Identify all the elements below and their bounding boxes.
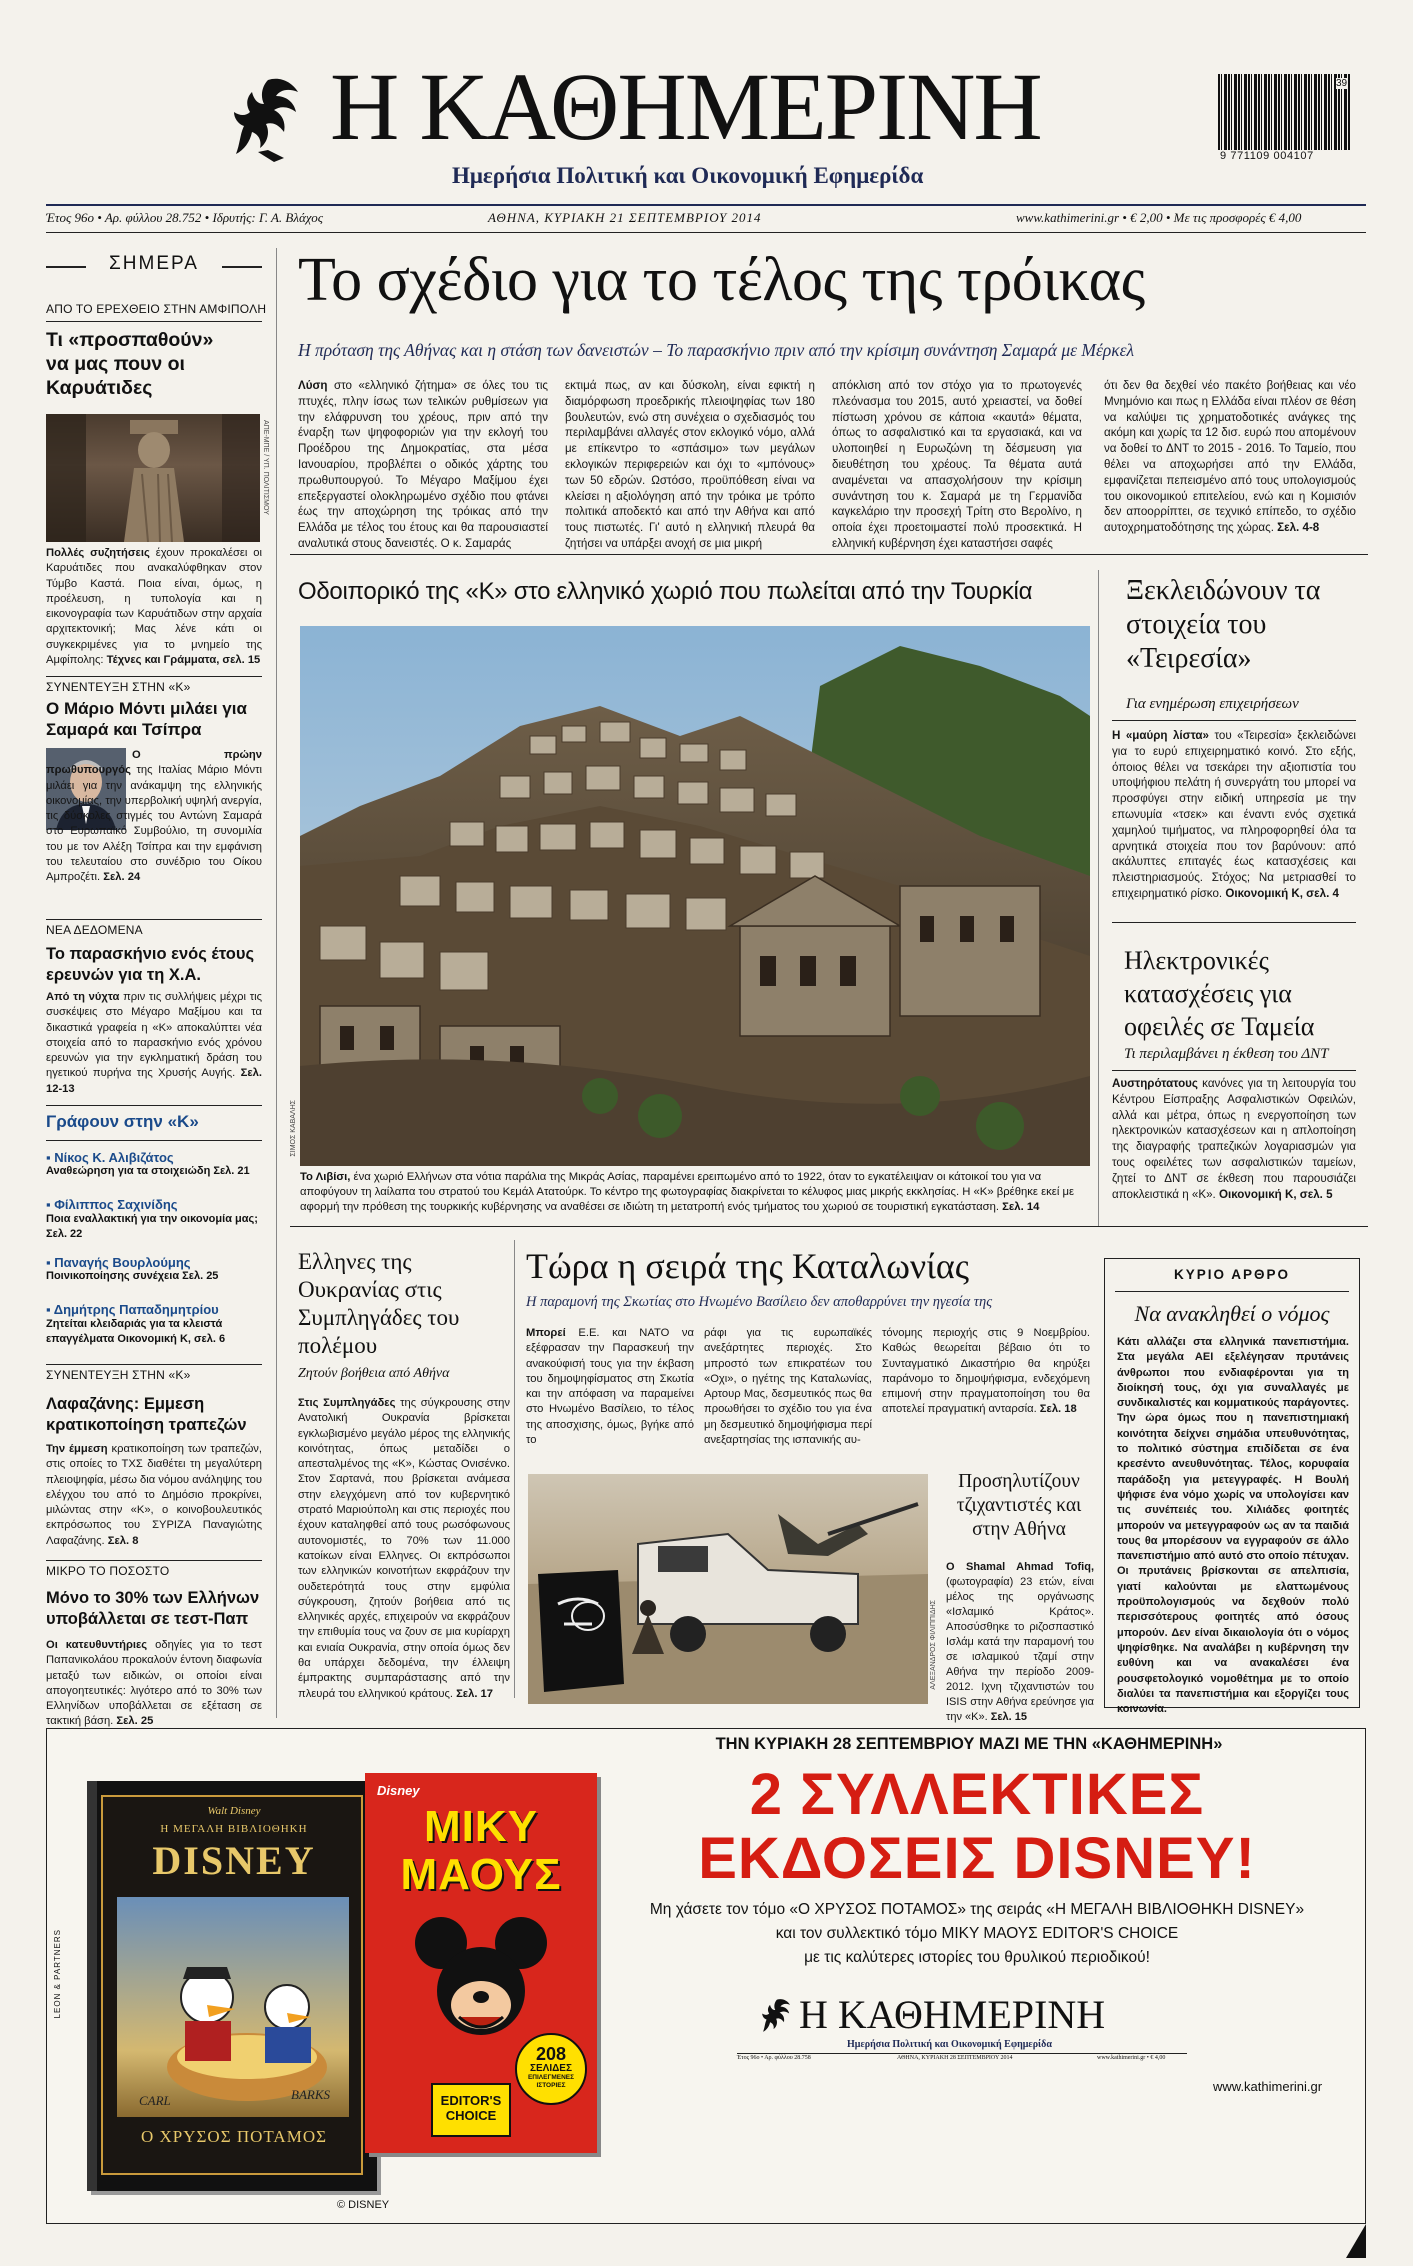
mini-subtitle: Ημερήσια Πολιτική και Οικονομική Εφημερίδα: [847, 2039, 1052, 2050]
photo-credit: ΣΙΜΟΣ ΚΑΒΑΛΗΣ: [290, 1100, 297, 1157]
book-mickey-mouse: [365, 1773, 597, 2153]
sidebar-headline[interactable]: Λαφαζάνης: Εμμεση κρατικοποίηση τραπεζών: [46, 1395, 247, 1434]
copyright: © DISNEY: [337, 2199, 390, 2211]
duck-illustration-icon: [117, 1897, 349, 2117]
editorial-body: Κάτι αλλάζει στα ελληνικά πανεπιστήμια. Στα μεγάλα ΑΕΙ εξελέγησαν πρυτάνεις άνθρωποι που ενδιαφέρονται για τη διοίκησή τους, όχι για συναλλαγές με συνδικαλιστές και κομματικούς παράγοντες. Την ώρα όμως που η πανεπιστημιακή κοινότητα δείχνει σημάδια υπευθυνότητας, το πολιτικό σύστημα επιδίδεται σε ένα κρεσέντο ανευθυνότητας. Τέλος, κορυφαία παράδοξη για μετεγγραφές. Η Βουλή ψήφισε ένα νόμο χωρίς να υπολογίσει καν τις συνέπειές του. Χιλιάδες φοιτητές μπορούν να μετεγγραφούν ως αν τα παιδιά τους θα μπορέσουν να εγγραφούν σε άλλο πανεπιστήμιο από αυτό στο οποίο πέτυχαν. Οι πρυτάνεις βρίσκονται σε απελπισία, γιατί καλούνται με ελαττωμένους προϋπολογισμούς να δεχθούν πολύ περισσότερους φοιτητές από όσους μπορούν. Δεν είναι δικαιολογία ότι ο νόμος ψηφίσθηκε. Να αναλάβει η κυβέρνηση την ευθύνη και να ανακαλέσει ένα ρουσφετολογικό νομοθέτημα με το οποίο διαλύει τα πανεπιστήμια και εξοργίζει τους κοινωνία.: [1117, 1336, 1349, 1716]
lead-headline[interactable]: Το σχέδιο για το τέλος της τρόικας: [298, 246, 1145, 314]
ukraine-body: Στις Συμπληγάδες της σύγκρουσης στην Ανατολική Ουκρανία βρίσκεται εγκλωβισμένο μεγάλο μέρος της ελληνικής κοινότητας, όπως μεταδίδει ο απεσταλμένος της «Κ», Κώστας Ονισένκο. Στον Σαρτανά, που βρίσκεται ανάμεσα στην ελεγχόμενη από τον κυβερνητικό στρατό Μαριούπολη και στις περιοχές που έχουν καταληφθεί από τους ρωσόφωνους αυτονομιστές, το 70% των 11.000 κατοίκων είναι Ελληνες. Οι εκπρόσωποι των ελληνικών κοινοτήτων εκφράζουν την ουδετερότητά τους στην εμφύλια σύγκρουση, ζητούν βοήθεια από τις ελληνικές αρχές, επιχειρούν να εκφράζουν την επιθυμία τους να ζουν σε μια κυρίαρχη και ενιαία Ουκρανία, στην οποία όμως δεν θα υπάρχει δεδομένα, την έλλειψη έμπρακτης συμπαράστασης από την πλευρά του ελληνικού κράτους. Σελ. 17: [298, 1397, 511, 1700]
tiresias-subhead: Για ενημέρωση επιχειρήσεων: [1126, 696, 1299, 712]
sidebar-headline[interactable]: Τι «προσπαθούν» να μας πουν οι Καρυάτιδες: [46, 329, 214, 399]
book1-sig2: BARKS: [291, 2087, 330, 2102]
sidebar-story: Ο πρώην πρωθυπουργός της Ιταλίας Μάριο Μόντι μιλάει για την ανάκαμψη της ελληνικής οικονομίας, την υπερβολική υψηλή ανεργία, τις δύσκολες στιγμές του Αντώνη Σαμαρά στο Ευρωπαϊκό Συμβούλιο, τη συνομιλία του με τον Αλέξη Τσίπρα και την εμφάνιση του τελευταίου στο συνέδριο του Οίκου Αμπροζέτι. Σελ. 24: [46, 749, 262, 884]
badge-number: 208: [535, 2044, 567, 2064]
writer-item[interactable]: [46, 1255, 264, 1282]
writer-item[interactable]: [46, 1197, 264, 1242]
livisi-village-photo: [300, 626, 1090, 1166]
book-golden-river: [87, 1781, 377, 2191]
price-info: www.kathimerini.gr • € 2,00 • Με τις προσφορές € 4,00: [1016, 210, 1302, 225]
photo-story-headline[interactable]: Οδοιπορικό της «Κ» στο ελληνικό χωριό που πωλείται από την Τουρκία: [298, 578, 1033, 605]
ad-desc1: Μη χάσετε τον τόμο «Ο ΧΡΥΣΟΣ ΠΟΤΑΜΟΣ» της σειράς «Η ΜΕΓΑΛΗ ΒΙΒΛΙΟΘΗΚΗ DISNEY»: [649, 1901, 1305, 1918]
book1-series: Η ΜΕΓΑΛΗ ΒΙΒΛΙΟΘΗΚΗ: [160, 1823, 308, 1835]
pages-badge: [515, 2033, 587, 2105]
ad-desc3: με τις καλύτερες ιστορίες του θρυλικού περιοδικού!: [804, 1949, 1150, 1966]
editorial-label: ΚΥΡΙΟ ΑΡΘΡΟ: [1173, 1267, 1291, 1282]
writer-item[interactable]: [46, 1150, 264, 1177]
dateline: ΑΘΗΝΑ, ΚΥΡΙΑΚΗ 21 ΣΕΠΤΕΜΒΡΙΟΥ 2014: [488, 210, 762, 225]
sidebar-story: Την έμμεση κρατικοποίηση των τραπεζών, στις οποίες το ΤΧΣ διαθέτει τη μεγαλύτερη πλειοψηφία, μέσω δια νόμου ανάληψης του ελέγχου του από το Δημόσιο προκρίνει, μιλώντας στην «Κ», ο κοινοβουλευτικός εκπρόσωπος του ΣΥΡΙΖΑ Παναγιώτης Λαφαζάνης. Σελ. 8: [46, 1443, 263, 1547]
sidebar-story: Οι κατευθυντήριες οδηγίες για το τεστ Παπανικολάου προκαλούν έντονη διαφωνία μεταξύ των ειδικών, οι οποίοι είναι απογοητευτικές: λιγότερο από το 30% των Ελληνίδων υποβάλλεται σε εξέταση σε τακτική βάση. Σελ. 25: [46, 1639, 262, 1728]
newspaper-title: Η ΚΑΘΗΜΕΡΙΝΗ: [330, 53, 1041, 160]
lead-subhead: Η πρόταση της Αθήνας και η στάση των δανειστών – Το παρασκήνιο πριν από την κρίσιμη συνάντηση Σαμαρά με Μέρκελ: [298, 340, 1135, 360]
writer-column: Αναθεώρηση για τα στοιχειώδη Σελ. 21: [46, 1165, 250, 1177]
ukraine-headline[interactable]: Ελληνες της Ουκρανίας στις Συμπληγάδες του πολέμου: [298, 1249, 460, 1358]
lead-col-3: απόκλιση από τον στόχο για το πρωτογενές πλεόνασμα του 2015, αυτό χρειαστεί, να δοθεί πίστωση χρόνου σε κάποια «καυτά» θέματα, όπως το ασφαλιστικό και τα εργασιακά, και να υλοποιηθεί η Ευρωζώνη τη δέσμευση για διευθέτηση του χρέους. Τα θέματα αυτά αναμένεται να απασχολήσουν την κρίσιμη συνάντηση του κ. Σαμαρά με τη Γερμανίδα καγκελάριο την προσεχή Τρίτη στο Βερολίνο, η οποία έχει προετοιμαστεί πολύ προσεκτικά. Η ελληνική κυβέρνηση έχει καταστήσει σαφές: [832, 379, 1082, 550]
book1-sig1: CARL: [139, 2093, 171, 2108]
newspaper-subtitle: Ημερήσια Πολιτική και Οικονομική Εφημερίδα: [452, 163, 924, 188]
village-landscape-icon: [300, 626, 1090, 1166]
disney-ad[interactable]: [46, 1728, 1366, 2224]
barcode: [1218, 74, 1350, 150]
seizures-body: Αυστηρότατους κανόνες για τη λειτουργία του Κέντρου Είσπραξης Ασφαλιστικών Οφειλών, αλλά και μέτρα, όπως η ενεργοποίηση των ηλεκτρονικών κατασχέσεων και η απλοποίηση της διαγραφής τραπεζικών λογαριασμών για τους οφειλέτες των ασφαλιστικών ταμείων, ζητεί το ΔΝΤ σε έκθεση που παρουσιάζει αποκλειστικά η «Κ». Οικονομική Κ, σελ. 5: [1112, 1077, 1356, 1201]
catalonia-headline[interactable]: Τώρα η σειρά της Καταλωνίας: [526, 1246, 970, 1286]
seizures-subhead: Τι περιλαμβάνει η έκθεση του ΔΝΤ: [1124, 1046, 1329, 1062]
ad-url[interactable]: www.kathimerini.gr: [1213, 2079, 1323, 2094]
writer-name: ▪ Φίλιππος Σαχινίδης: [46, 1197, 178, 1212]
catalonia-col-1: Μπορεί Ε.Ε. και NATO να εξέφρασαν την Παρασκευή την ανακούφισή τους για την έκβαση του δημοψηφίσματος στη Σκωτία και την απόφαση να παραμείνει στο Ηνωμένο Βασίλειο, το τέλος της αποσχισης, όμως, βγήκε από το: [526, 1327, 694, 1447]
mini-info-left: Έτος 96ο • Αρ. φύλλου 28.758: [737, 2055, 811, 2061]
page-corner: [1346, 2224, 1366, 2258]
editors-label: EDITOR'S: [440, 2093, 502, 2108]
jihadists-body: Ο Shamal Ahmad Tofiq, (φωτογραφία) 23 ετών, είναι μέλος της οργάνωσης «Ισλαμικό Κράτος». Αποσύσθηκε το ριζοσπαστικό Ισλάμ κατά την παραμονή του σε ισλαμικού τζαμί στην Αθήνα την περίοδο 2009-2012. Ιχνη τζιχαντιστών του ISIS στην Αθήνα ερεύνησε για την «Κ». Σελ. 15: [946, 1561, 1094, 1723]
ad-top-line: ΤΗΝ ΚΥΡΙΑΚΗ 28 ΣΕΠΤΕΜΒΡΙΟΥ ΜΑΖΙ ΜΕ ΤΗΝ «ΚΑΘΗΜΕΡΙΝΗ»: [715, 1735, 1223, 1753]
editorial: [1104, 1258, 1360, 1716]
sidebar-header: ΣΗΜΕΡΑ: [109, 253, 199, 274]
mini-info-right: www.kathimerini.gr • € 4,00: [1097, 2055, 1166, 2061]
photo-credit: ΑΛΕΞΑΝΔΡΟΣ ΦΙΛΙΠΠΙΔΗΣ: [930, 1600, 937, 1690]
writer-column: Ζητείται κλειδαριάς για τα κλειστά επαγγέλματα Οικονομική Κ, σελ. 6: [46, 1318, 226, 1345]
sidebar-headline[interactable]: Μόνο το 30% των Ελλήνων υποβάλλεται σε τεστ-Παπ: [46, 1589, 260, 1628]
writer-column: Ποινικοποίησης συνέχεια Σελ. 25: [46, 1270, 219, 1282]
tiresias-body: Η «μαύρη λίστα» του «Τειρεσία» ξεκλειδώνει για το ευρύ επιχειρηματικό κοινό. Στο εξής, όποιος θέλει να τσεκάρει την αξιοπιστία του υποψήφιου πελάτη ή συνεργάτη του μπορεί να προσφύγει στην ειδική υπηρεσία με την επωνυμία «τσεκ» και έναντι ενός σχετικά χαμηλού τιμήματος, να πληροφορηθεί όλα τα αρνητικά στοιχεία που τον βαρύνουν: από ακάλυπτες επιταγές έως κατασχέσεις και πλειστηριασμούς. Στόχος; Να μετριασθεί το επιχειρηματικό ρίσκο. Οικονομική Κ, σελ. 4: [1112, 729, 1356, 900]
choice-label: CHOICE: [445, 2108, 497, 2123]
sidebar-story: Από τη νύχτα πριν τις συλλήψεις μέχρι τις συσκέψεις στο Μέγαρο Μαξίμου και τα δικαστικά γραφεία η «Κ» αποκαλύπτει νέα στοιχεία από το παρασκήνιο ενός χρόνου ερευνών για την εγκληματική δράση του ηγετικού πυρήνα της Χρυσής Αυγής. Σελ. 12-13: [46, 991, 262, 1095]
mini-title: Η ΚΑΘΗΜΕΡΙΝΗ: [799, 1992, 1106, 2037]
sidebar-kicker: ΑΠΟ ΤΟ ΕΡΕΧΘΕΙΟ ΣΤΗΝ ΑΜΦΙΠΟΛΗ: [46, 302, 267, 316]
ukraine-subhead: Ζητούν βοήθεια από Αθήνα: [298, 1366, 450, 1381]
editorial-headline[interactable]: Να ανακληθεί ο νόμος: [1134, 1301, 1330, 1326]
sidebar-kicker: ΣΥΝΕΝΤΕΥΞΗ ΣΤΗΝ «Κ»: [46, 680, 191, 694]
griffin-logo-icon: [228, 74, 308, 166]
badge-stories: ΕΠΙΛΕΓΜΕΝΕΣ ΙΣΤΟΡΙΕΣ: [527, 2074, 575, 2089]
book2-brand: Disney: [377, 1783, 420, 1798]
comic-scene: [117, 1897, 349, 2117]
book1-top: Walt Disney: [207, 1805, 261, 1817]
badge-pages: ΣΕΛΙΔΕΣ: [530, 2063, 572, 2074]
catalonia-col-3: τόνομης περιοχής στις 9 Νοεμβρίου. Καθώς θεωρείται βέβαιο ότι το Συνταγματικό Δικαστήριο θα κηρύξει παράνομο το δημοψήφισμα, ενδεχόμενη επιμονή στην πραγματοποίηση του θα αποτελεί πραγματική ανταρσία. Σελ. 18: [882, 1327, 1090, 1416]
ad-big-line1: 2 ΣΥΛΛΕΚΤΙΚΕΣ: [749, 1762, 1205, 1827]
book1-title: Ο ΧΡΥΣΟΣ ΠΟΤΑΜΟΣ: [141, 2127, 327, 2146]
sidebar-story: Πολλές συζητήσεις έχουν προκαλέσει οι Καρυάτιδες που ανακαλύφθηκαν στον Τύμβο Καστά. Ποια είναι, όμως, η προέλευση, η τυπολογία και η εικονογραφία των Καρυάτιδων στην αρχαία αρχιτεκτονική; Μας λένε κάτι οι συγκεκριμένες για το μνημείο της Αμφίπολης: Τέχνες και Γράμματα, σελ. 15: [46, 547, 262, 667]
ad-big-line2: ΕΚΔΟΣΕΙΣ DISNEY!: [698, 1826, 1256, 1891]
sidebar-headline[interactable]: Το παρασκήνιο ενός έτους ερευνών για τη Χ.Α.: [46, 945, 255, 984]
tiresias-headline[interactable]: Ξεκλειδώνουν τα στοιχεία του «Τειρεσία»: [1126, 575, 1321, 674]
sidebar-kicker: ΜΙΚΡΟ ΤΟ ΠΟΣΟΣΤΟ: [46, 1564, 170, 1578]
caryatid-figure-icon: [46, 414, 260, 542]
editors-choice-badge: [431, 2083, 511, 2137]
sidebar-headline[interactable]: Ο Μάριο Μόντι μιλάει για Σαμαρά και Τσίπρα: [46, 699, 247, 739]
writer-name: ▪ Δημήτρης Παπαδημητρίου: [46, 1302, 219, 1317]
writers-header: Γράφουν στην «Κ»: [46, 1112, 199, 1131]
book1-brand: DISNEY: [152, 1838, 316, 1883]
catalonia-subhead: Η παραμονή της Σκωτίας στο Ηνωμένο Βασίλειο δεν αποθαρρύνει την ηγεσία της: [526, 1294, 993, 1310]
photo-credit: ΑΠΕ-ΜΠΕ / ΥΠ. ΠΟΛΙΤΙΣΜΟΥ: [262, 420, 269, 515]
sidebar-kicker: ΝΕΑ ΔΕΔΟΜΕΝΑ: [46, 923, 143, 937]
writer-name: ▪ Νίκος Κ. Αλιβιζάτος: [46, 1150, 174, 1165]
lead-col-1: Λύση στο «ελληνικό ζήτημα» σε όλες του τις πτυχές, πλην ίσως των τελικών ρυθμίσεων για την ελάφρυνση του χρέους, πριν από την έναρξη των ψηφοφοριών για την εκλογή του Προέδρου της Δημοκρατίας, στα μέσα Ιανουαρίου, προβλέπει ο οδικός χάρτης του πρωθυπουργού. Το Μέγαρο Μαξίμου έχει επεξεργαστεί ολοκληρωμένο σχέδιο που φτάνει έως την αποχώρηση της τρόικας από την Ελλάδα με τέλος του έτους και θα παρουσιαστεί αναλυτικά στους δανειστές. Ο κ. Σαμαράς: [298, 379, 548, 550]
caryatids-photo: [46, 414, 260, 542]
pickup-truck-icon: [528, 1474, 928, 1704]
barcode-top: 39: [1336, 78, 1348, 89]
seizures-headline[interactable]: Ηλεκτρονικές κατασχέσεις για οφειλές σε Ταμεία: [1124, 946, 1315, 1041]
issue-info: Έτος 96ο • Αρ. φύλλου 28.752 • Ιδρυτής: Γ. Α. Βλάχος: [46, 210, 324, 225]
barcode-number: 9 771109 004107: [1220, 150, 1314, 162]
catalonia-col-2: ράφι για τις ευρωπαϊκές ανεξάρτητες περιοχές. Στο μπροστό των επικρατέων του «Οχι», ο ηγέτης της Καταλωνίας, Αρτουρ Μας, δεσμευτικός πως θα προωθήσει το σχέδιο του για ένα μη δεσμευτικό δημοψήφισμα περί ανεξαρτησίας της ισπανικής αυ-: [704, 1327, 872, 1447]
agency-credit: LEON & PARTNERS: [53, 1929, 62, 2019]
mini-info-center: ΑΘΗΝΑ, ΚΥΡΙΑΚΗ 28 ΣΕΠΤΕΜΒΡΙΟΥ 2014: [897, 2055, 1013, 2061]
writer-name: ▪ Παναγής Βουρλούμης: [46, 1255, 191, 1270]
writer-column: Ποια εναλλακτική για την οικονομία μας; Σελ. 22: [46, 1213, 258, 1240]
photo-caption: Το Λιβίσι, ένα χωριό Ελλήνων στα νότια παράλια της Μικράς Ασίας, παραμένει ερειπωμένο από το 1922, όταν το εγκατέλειψαν οι κάτοικοί του για να αποφύγουν τη λαίλαπα του στρατού του Κεμάλ Ατατούρκ. Το κέντρο της φωτογραφίας διακρίνεται το κέλυφος μιας μικρής εκκλησίας. Η «Κ» βρέθηκε εκεί με αφορμή την πρόθεση της τουρκικής κυβέρνησης να αναθέσει σε ιδιώτη τη μετατροπή ενός τμήματος του χωριού σε τουριστική εγκατάσταση. Σελ. 14: [300, 1171, 1075, 1213]
jihadists-headline[interactable]: Προσηλυτίζουν τζιχαντιστές και στην Αθήνα: [956, 1471, 1082, 1540]
sidebar-kicker: ΣΥΝΕΝΤΕΥΞΗ ΣΤΗΝ «Κ»: [46, 1368, 191, 1382]
book2-title2: ΜΑΟΥΣ: [400, 1850, 562, 1899]
lead-col-4: ότι δεν θα δεχθεί νέο πακέτο βοήθειας και νέο Μνημόνιο και πως η Ελλάδα είναι πλέον σε θέση να καλύψει τις χρηματοδοτικές ανάγκες της ακόμη και χωρίς τα 12 δισ. ευρώ που απομένουν να δοθεί το ΔΝΤ το 2015 - 2016. Το Ταμείο, που θέλει να αποχωρήσει από την Ελλάδα, εμφανίζεται πεπεισμένο από τους υπολογισμούς του οικονομικού επιτελείου, ενώ και η Κομισιόν δεν αποορρίπτει, σε τεχνικό επίπεδο, το σχέδιο αυτοχρηματοδότησης της χώρας. Σελ. 4-8: [1104, 379, 1356, 535]
writer-item[interactable]: [46, 1302, 264, 1347]
mini-newspaper: [737, 1991, 1187, 2091]
book2-title1: ΜΙΚΥ: [424, 1802, 538, 1851]
griffin-logo-icon: [759, 1997, 795, 2037]
lead-col-2: εκτιμά πως, αν και δύσκολη, είναι εφικτή η διαμόρφωση προεδρικής πλειοψηφίας των 180 βουλευτών, ενώ στη συνέχεια ο σχεδιασμός του περιλαμβάνει αλλαγές στον εκλογικό νόμο, αλλά με επίκεντρο το «σπάσιμο» των μεγάλων εκλογικών περιφερειών και όχι το «μπόνους» των 50 εδρών. Ωστόσο, προϋπόθεση είναι να κλείσει η αξιολόγηση από την τρόικα με τρόπο πολιτικά αποδεκτό και από την Αθήνα και από τους πιστωτές. Γι' αυτό η ελληνική πλευρά θα ζητήσει να υπάρξει ανοχή σε μια μικρή: [565, 379, 815, 550]
jihadist-photo: [528, 1474, 928, 1704]
ad-desc2: και τον συλλεκτικό τόμο ΜΙΚΥ ΜΑΟΥΣ EDITOR'S CHOICE: [775, 1925, 1179, 1942]
